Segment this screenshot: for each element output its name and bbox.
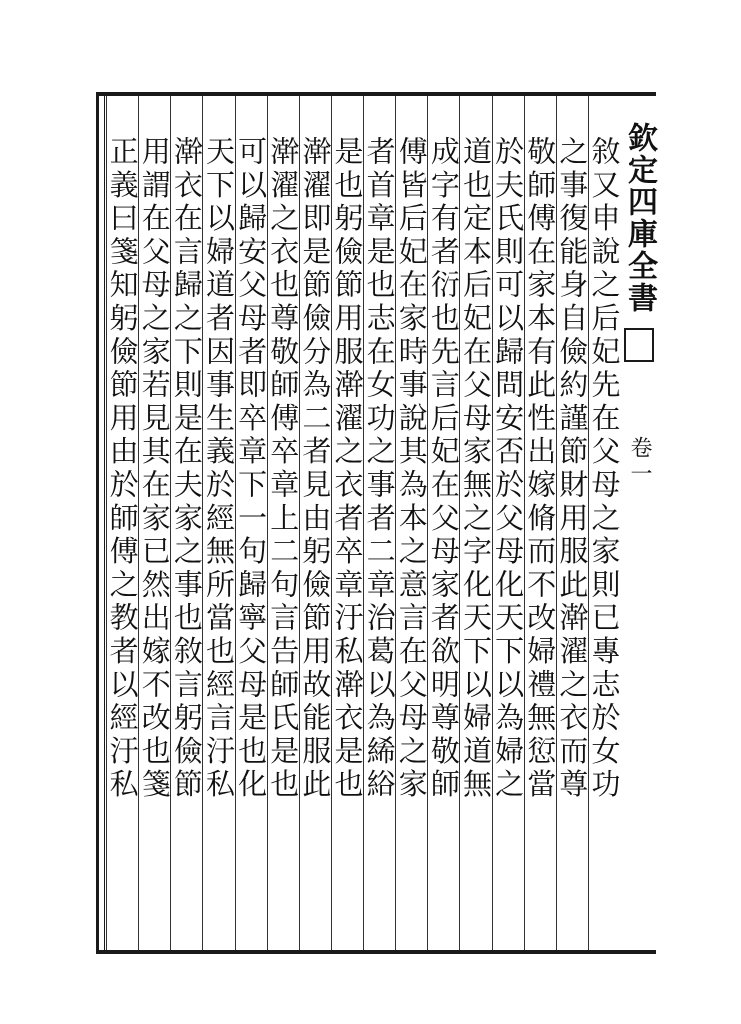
text-column-12	[235, 96, 267, 950]
text-column-1	[588, 96, 620, 950]
column-text: 是也躬儉節用服澣濯之衣者卒章汙私澣衣是也	[330, 136, 365, 802]
column-text: 正義曰箋知躬儉節用由於師傅之教者以經汙私	[105, 136, 140, 802]
column-text: 用謂在父母之家若見其在家已然出嫁不改也箋	[137, 136, 172, 802]
column-text: 道也定本后妃在父母家無之字化天下以婦道無	[458, 136, 493, 802]
seal-mark	[624, 328, 654, 362]
column-text: 者首章是也志在女功之事者二章治葛以為絺綌	[362, 136, 397, 802]
column-text: 敘又申說之后妃先在父母之家則已專志於女功	[587, 136, 622, 802]
text-column-5	[459, 96, 491, 950]
text-column-9	[331, 96, 363, 950]
column-text: 成字有者衍也先言后妃在父母家者欲明尊敬師	[426, 136, 461, 802]
text-column-10	[299, 96, 331, 950]
text-column-2	[556, 96, 588, 950]
text-column-16	[106, 96, 138, 950]
text-body	[106, 96, 620, 950]
text-column-4	[492, 96, 524, 950]
text-column-14	[170, 96, 202, 950]
column-text: 澣濯即是節儉分為二者見由躬儉節用故能服此	[298, 136, 333, 802]
column-text: 傅皆后妃在家時事說其為本之意言在父母之家	[394, 136, 429, 802]
column-text: 天下以婦道者因事生義於經無所當也經言汙私	[201, 136, 236, 802]
column-text: 敬師傅在家本有此性出嫁脩而不改婦禮無愆當	[523, 136, 558, 802]
text-column-6	[427, 96, 459, 950]
text-column-15	[138, 96, 170, 950]
column-text: 於夫氏則可以歸問安否於父母化天下以為婦之	[491, 136, 526, 802]
column-text: 可以歸安父母者即卒章下一句歸寧父母是也化	[234, 136, 269, 802]
collection-title: 欽定四庫全書	[622, 122, 657, 314]
column-text: 澣濯之衣也尊敬師傅卒章上二句言告師氏是也	[266, 136, 301, 802]
text-column-7	[395, 96, 427, 950]
volume-label: 卷一	[627, 436, 652, 488]
text-column-8	[363, 96, 395, 950]
text-column-3	[524, 96, 556, 950]
text-column-13	[202, 96, 234, 950]
column-text: 澣衣在言歸之下則是在夫家之事也敘言躬儉節	[169, 136, 204, 802]
text-column-11	[267, 96, 299, 950]
column-text: 之事復能身自儉約謹節財用服此澣濯之衣而尊	[555, 136, 590, 802]
margin-column	[620, 96, 658, 950]
